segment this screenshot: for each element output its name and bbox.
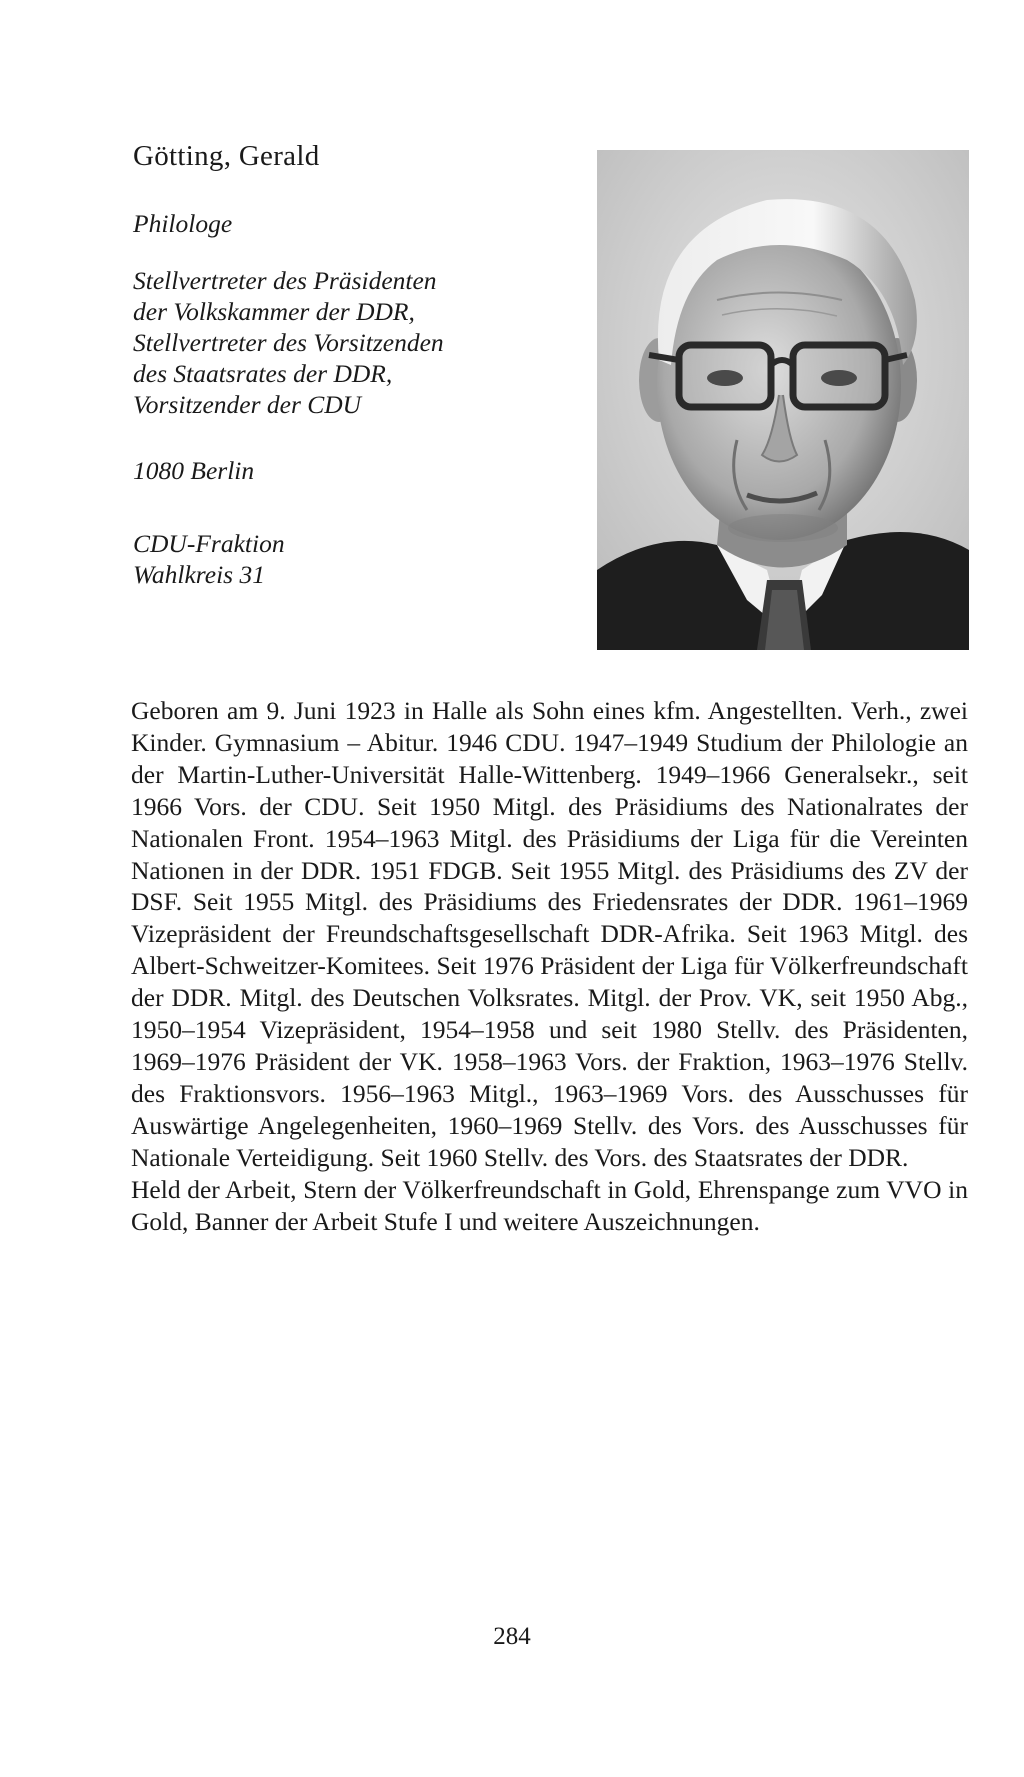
portrait-photo-icon (597, 150, 969, 650)
biography-awards: Held der Arbeit, Stern der Völkerfreundschaft in Gold, Ehrenspange zum VVO in Gold, Banner der Arbeit Stufe I und weitere Auszeichnungen. (131, 1174, 968, 1236)
biography-career: Geboren am 9. Juni 1923 in Halle als Sohn eines kfm. Angestellten. Verh., zwei Kinder. Gymnasium – Abitur. 1946 CDU. 1947–1949 Studium der Philologie an der Martin-Luther-Universität Halle-Wittenberg. 1949–1966 Generalsekr., seit 1966 Vors. der CDU. Seit 1950 Mitgl. des Präsidiums des Nationalrates der Nationalen Front. 1954–1963 Mitgl. des Präsidiums der Liga für die Vereinten Nationen in der DDR. 1951 FDGB. Seit 1955 Mitgl. des Präsidiums des ZV der DSF. Seit 1955 Mitgl. des Präsidiums des Friedensrates der DDR. 1961–1969 Vizepräsident der Freundschaftsgesellschaft DDR-Afrika. Seit 1963 Mitgl. des Albert-Schweitzer-Komitees. Seit 1976 Präsident der Liga für Völkerfreundschaft der DDR. Mitgl. des Deutschen Volksrates. Mitgl. der Prov. VK, seit 1950 Abg., 1950–1954 Vizepräsident, 1954–1958 und seit 1980 Stellv. des Präsidenten, 1969–1976 Präsident der VK. 1958–1963 Vors. der Fraktion, 1963–1976 Stellv. des Fraktionsvors. 1956–1963 Mitgl., 1963–1969 Vors. des Ausschusses für Auswärtige Angelegenheiten, 1960–1969 Stellv. des Vors. des Ausschusses für Nationale Verteidigung. Seit 1960 Stellv. des Vors. des Staatsrates der DDR. (131, 696, 968, 1172)
function-line: der Volkskammer der DDR, (133, 297, 415, 326)
faction-line: CDU-Fraktion (133, 529, 285, 558)
entry-name: Götting, Gerald (133, 140, 320, 172)
function-line: Stellvertreter des Präsidenten (133, 266, 437, 295)
entry-city: 1080 Berlin (133, 456, 255, 485)
function-line: Vorsitzender der CDU (133, 390, 362, 419)
function-line: Stellvertreter des Vorsitzenden (133, 328, 444, 357)
entry-faction (133, 528, 285, 590)
entry-profession: Philologe (133, 209, 233, 238)
function-line: des Staatsrates der DDR, (133, 359, 393, 388)
biography (131, 695, 968, 1237)
entry-functions (133, 265, 444, 420)
page-number: 284 (493, 1623, 531, 1650)
constituency-line: Wahlkreis 31 (133, 560, 265, 589)
